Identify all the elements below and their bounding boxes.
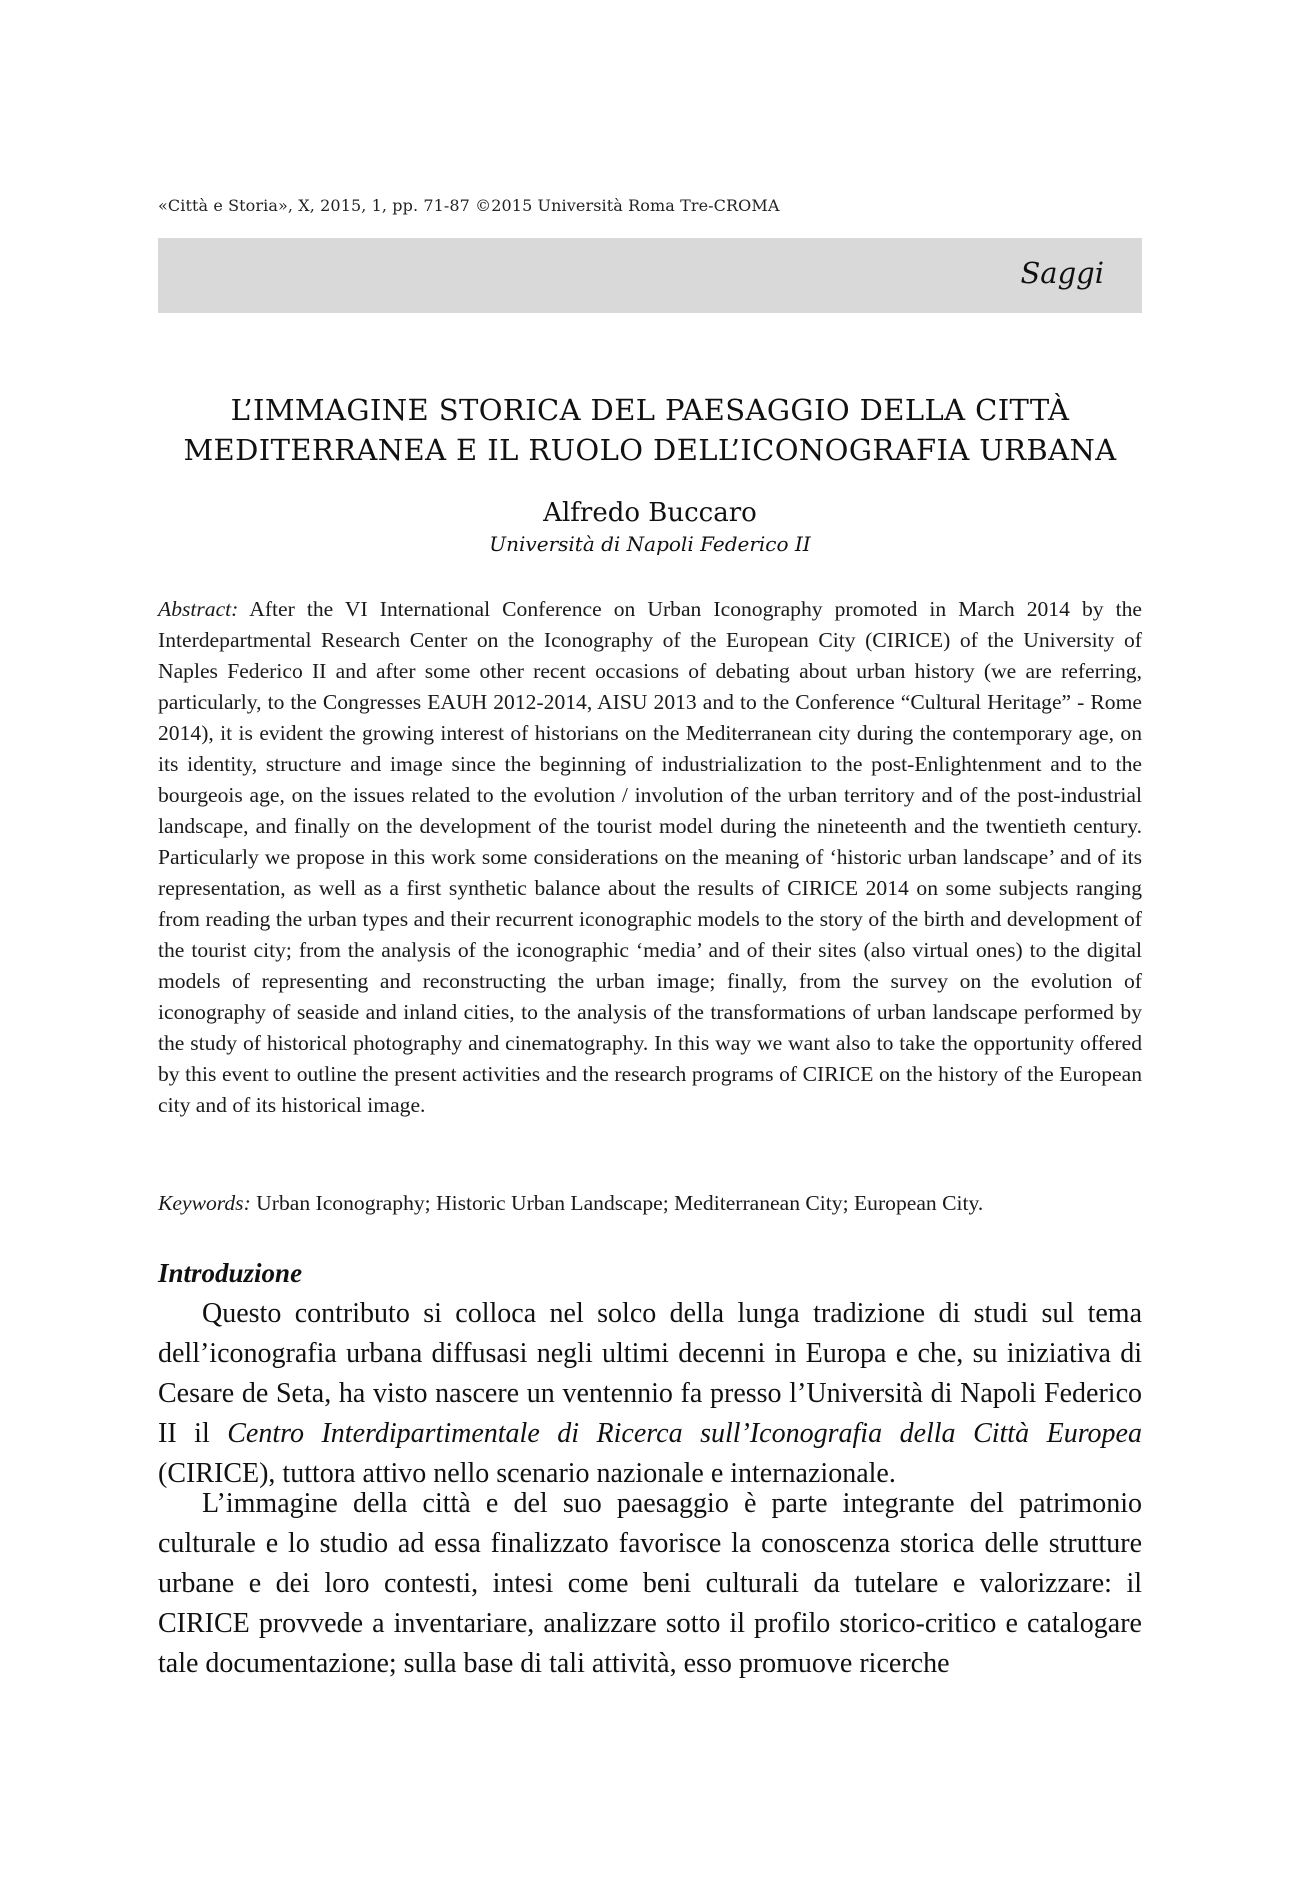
paragraph-1-text-a: Questo contributo si colloca nel solco della lunga tradizione di studi sul tema dell’iconografia urbana diffusasi negli ultimi decenni in Europa e che, su iniziativa di Cesare de Seta, ha visto nascere un ventennio fa presso l’Università di Napoli Federico II il xyxy=(158,1298,1142,1449)
keywords-label: Keywords: xyxy=(158,1191,251,1215)
abstract xyxy=(158,594,1142,1121)
body-paragraph-1 xyxy=(158,1294,1142,1494)
section-band xyxy=(158,238,1142,313)
running-head: «Città e Storia», X, 2015, 1, pp. 71-87 ©2015 Università Roma Tre-CROMA xyxy=(158,196,780,215)
section-heading: Introduzione xyxy=(158,1258,303,1288)
article-title-line-2: MEDITERRANEA E IL RUOLO DELL’ICONOGRAFIA URBANA xyxy=(183,433,1117,467)
article-title xyxy=(158,390,1142,470)
body-paragraph-2: L’immagine della città e del suo paesaggio è parte integrante del patrimonio culturale e lo studio ad essa finalizzato favorisce la conoscenza storica delle strutture urbane e dei loro contesti, intesi come beni culturali da tutelare e valorizzare: il CIRICE provvede a inventariare, analizzare sotto il profilo storico-critico e catalogare tale documentazione; sulla base di tali attività, esso promuove ricerche xyxy=(158,1488,1142,1679)
author-affiliation: Università di Napoli Federico II xyxy=(489,532,811,556)
abstract-label: Abstract: xyxy=(158,597,239,621)
keywords xyxy=(158,1188,1142,1219)
article-title-line-1: L’IMMAGINE STORICA DEL PAESAGGIO DELLA CITTÀ xyxy=(230,393,1070,427)
paragraph-1-text-b: (CIRICE), tuttora attivo nello scenario nazionale e internazionale. xyxy=(158,1458,896,1489)
paragraph-1-italic-name: Centro Interdipartimentale di Ricerca sull’Iconografia della Città Europea xyxy=(227,1418,1142,1449)
author-name: Alfredo Buccaro xyxy=(543,498,757,528)
keywords-text: Urban Iconography; Historic Urban Landscape; Mediterranean City; European City. xyxy=(256,1191,984,1215)
section-label: Saggi xyxy=(1020,256,1104,290)
abstract-text: After the VI International Conference on Urban Iconography promoted in March 2014 by the Interdepartmental Research Center on the Iconography of the European City (CIRICE) of the University of Naples Federico II and after some other recent occasions of debating about urban history (we are referring, particularly, to the Congresses EAUH 2012-2014, AISU 2013 and to the Conference “Cultural Heritage” - Rome 2014), it is evident the growing interest of historians on the Mediterranean city during the contemporary age, on its identity, structure and image since the beginning of industrialization to the post-Enlightenment and to the bourgeois age, on the issues related to the evolution / involution of the urban territory and of the post-industrial landscape, and finally on the development of the tourist model during the nineteenth and the twentieth century. Particularly we propose in this work some considerations on the meaning of ‘historic urban landscape’ and of its representation, as well as a first synthetic balance about the results of CIRICE 2014 on some subjects ranging from reading the urban types and their recurrent iconographic models to the story of the birth and development of the tourist city; from the analysis of the iconographic ‘media’ and of their sites (also virtual ones) to the digital models of representing and reconstructing the urban image; finally, from the survey on the evolution of iconography of seaside and inland cities, to the analysis of the transformations of urban landscape performed by the study of historical photography and cinematography. In this way we want also to take the opportunity offered by this event to outline the present activities and the research programs of CIRICE on the history of the European city and of its historical image. xyxy=(158,597,1142,1117)
